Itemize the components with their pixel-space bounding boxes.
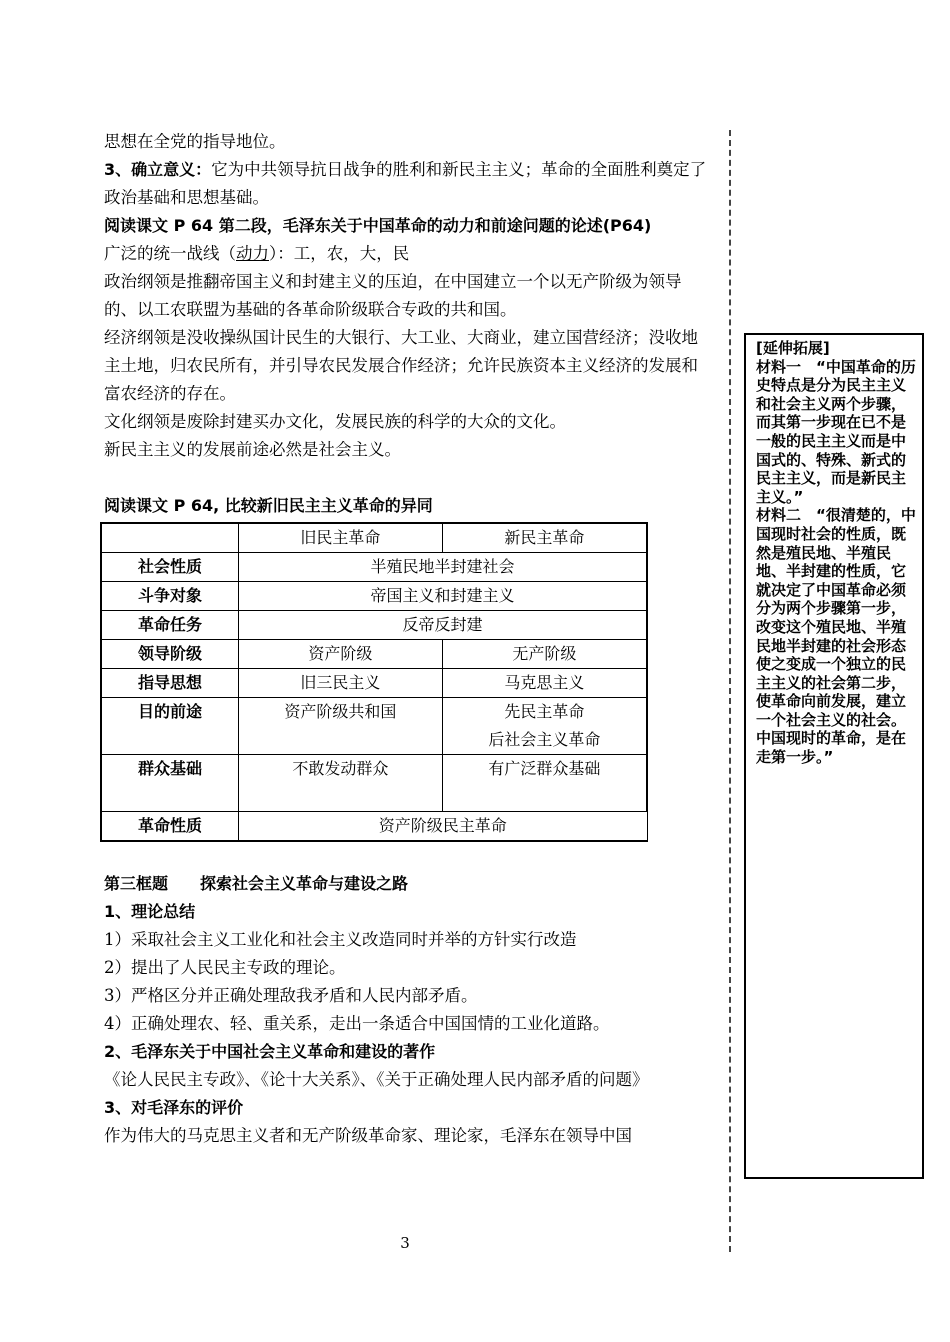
comparison-table: [100, 522, 648, 842]
section3-heading-3: 3、对毛泽东的评价: [104, 1098, 244, 1117]
cell-new: [442, 698, 647, 755]
table-row: [101, 611, 647, 640]
significance-label: 3、确立意义：: [104, 160, 212, 179]
table-row: [101, 755, 647, 812]
table-corner: [101, 523, 239, 553]
cell-merged: 资产阶级民主革命: [239, 812, 648, 842]
works-list: 《论人民民主专政》、《论十大关系》、《关于正确处理人民内部矛盾的问题》: [104, 1070, 649, 1089]
cell-old: 资产阶级共和国: [239, 698, 443, 755]
significance-text: 它为中共领导抗日战争的胜利和新民主主义；革命的全面胜利奠定了政治基础和思想基础。: [104, 160, 707, 207]
cell-new: 无产阶级: [442, 640, 647, 669]
cell-old: 旧三民主义: [239, 669, 443, 698]
cultural-program: 文化纲领是废除封建买办文化，发展民族的科学的大众的文化。: [104, 412, 566, 431]
cell-new-line1: 先民主革命: [504, 702, 585, 721]
extension-sidebar: [744, 333, 924, 1179]
section3-heading-2: 2、毛泽东关于中国社会主义革命和建设的著作: [104, 1042, 436, 1061]
cell-old: 不敢发动群众: [239, 755, 443, 812]
row-label: 指导思想: [101, 669, 239, 698]
text-line: 思想在全党的指导地位。: [104, 132, 286, 151]
list-item: 3）严格区分并正确处理敌我矛盾和人民内部矛盾。: [104, 986, 478, 1005]
compare-heading: 阅读课文 P 64, 比较新旧民主主义革命的异同: [104, 496, 433, 515]
dashed-divider: [729, 130, 731, 1252]
section3-heading-1: 1、理论总结: [104, 902, 196, 921]
list-item: 1）采取社会主义工业化和社会主义改造同时并举的方针实行改造: [104, 930, 577, 949]
list-item: 2）提出了人民民主专政的理论。: [104, 958, 346, 977]
significance-paragraph: [104, 156, 710, 212]
table-row: [101, 523, 647, 553]
cell-new: 马克思主义: [442, 669, 647, 698]
cell-merged: 半殖民地半封建社会: [239, 553, 648, 582]
table-row: [101, 553, 647, 582]
united-front-post: ）：工，农，大，民: [269, 244, 410, 263]
header-new: 新民主革命: [442, 523, 647, 553]
political-program: 政治纲领是推翻帝国主义和封建主义的压迫，在中国建立一个以无产阶级为领导的、以工农联盟为基础的各革命阶级联合专政的共和国。: [104, 272, 682, 319]
cell-new-line2: 后社会主义革命: [488, 730, 601, 749]
united-front-line: [104, 240, 710, 268]
section3-title: 第三框题 探索社会主义革命与建设之路: [104, 874, 409, 893]
row-label: 群众基础: [101, 755, 239, 812]
evaluation-text: 作为伟大的马克思主义者和无产阶级革命家、理论家，毛泽东在领导中国: [104, 1126, 632, 1145]
future-statement: 新民主主义的发展前途必然是社会主义。: [104, 440, 401, 459]
table-row: [101, 640, 647, 669]
row-label: 斗争对象: [101, 582, 239, 611]
united-front-word: 动力: [236, 244, 269, 263]
row-label: 革命任务: [101, 611, 239, 640]
table-row: [101, 698, 647, 755]
table-row: [101, 669, 647, 698]
page-number: 3: [400, 1234, 410, 1252]
cell-merged: 反帝反封建: [239, 611, 648, 640]
row-label: 社会性质: [101, 553, 239, 582]
cell-old: 资产阶级: [239, 640, 443, 669]
sidebar-title: [延伸拓展]: [756, 339, 830, 357]
table-row: [101, 812, 647, 842]
table-row: [101, 582, 647, 611]
material-two: 材料二 “很清楚的，中国现时社会的性质，既然是殖民地、半殖民地、半封建的性质，它就决定了中国革命必须分为两个步骤第一步，改变这个殖民地、半殖民地半封建的社会形态使之变成一个独立的民主主义的社会第二步，使革命向前发展，建立一个社会主义的社会。中国现时的革命，是在走第一步。”: [756, 506, 916, 767]
header-old: 旧民主革命: [239, 523, 443, 553]
united-front-pre: 广泛的统一战线（: [104, 244, 236, 263]
row-label: 领导阶级: [101, 640, 239, 669]
reading1-heading: 阅读课文 P 64 第二段，毛泽东关于中国革命的动力和前途问题的论述(P64): [104, 216, 652, 235]
list-item: 4）正确处理农、轻、重关系，走出一条适合中国国情的工业化道路。: [104, 1014, 610, 1033]
material-one: 材料一 “中国革命的历史特点是分为民主主义和社会主义两个步骤，而其第一步现在已不是一般的民主主义而是中国式的、特殊、新式的民主主义，而是新民主主义。”: [756, 357, 916, 506]
row-label: 革命性质: [101, 812, 239, 842]
cell-new: 有广泛群众基础: [442, 755, 647, 812]
economic-program: 经济纲领是没收操纵国计民生的大银行、大工业、大商业，建立国营经济；没收地主土地，归农民所有，并引导农民发展合作经济；允许民族资本主义经济的发展和富农经济的存在。: [104, 328, 698, 403]
main-content: [104, 128, 710, 1150]
cell-merged: 帝国主义和封建主义: [239, 582, 648, 611]
row-label: 目的前途: [101, 698, 239, 755]
